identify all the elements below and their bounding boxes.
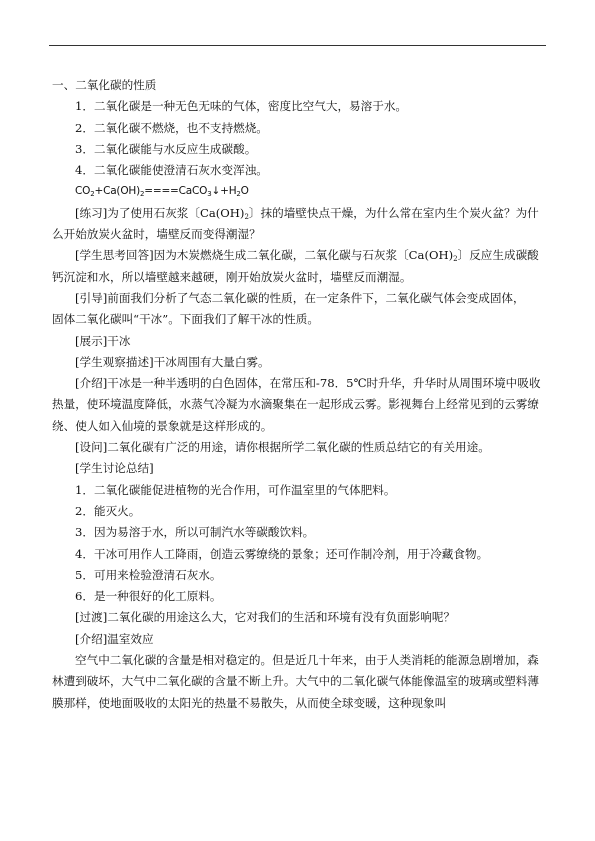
property-4: 4．二氧化碳能使澄清石灰水变浑浊。: [75, 163, 268, 178]
use-1: 1．二氧化碳能促进植物的光合作用，可作温室里的气体肥料。: [75, 482, 396, 497]
chemical-equation: $CO_2+Ca(OH)_2====CaCO_3↓+H_2O$: [75, 185, 249, 199]
use-3: 3．因为易溶于水，所以可制汽水等碳酸饮料。: [75, 525, 315, 540]
document-body: [52, 75, 542, 714]
transition-paragraph: [过渡]二氧化碳的用途这么大，它对我们的生活和环境有没有负面影响呢？: [75, 610, 456, 625]
greenhouse-intro: [介绍]温室效应: [75, 631, 154, 646]
display-note: [展示]干冰: [75, 333, 131, 348]
property-1: 1．二氧化碳是一种无色无味的气体，密度比空气大，易溶于水。: [75, 99, 408, 114]
header-rule: [49, 45, 546, 46]
question-paragraph: [设问]二氧化碳有广泛的用途，请你根据所学二氧化碳的性质总结它的有关用途。: [75, 440, 490, 455]
property-2: 2．二氧化碳不燃烧，也不支持燃烧。: [75, 120, 268, 135]
lead-paragraph: [引导]前面我们分析了气态二氧化碳的性质，在一定条件下，二氧化碳气体会变成固体，: [75, 290, 525, 305]
discussion-label: [学生讨论总结]: [75, 461, 154, 476]
dry-ice-intro: [介绍]干冰是一种半透明的白色固体，在常压和-78．5℃时升华，升华时从周围环境中吸收热量，使环境温度降低，水蒸气冷凝为水滴聚集在一起形成云雾。影视舞台上经常见到的云雾缭绕、使人如入仙境的景象就是这样形成的。: [52, 376, 541, 433]
exercise-paragraph: [练习]为了使用石灰浆〔$Ca(OH)_2$〕抹的墙壁快点干燥，为什么常在室内生个炭火盆？为什么开始放炭火盆时，墙壁反而变得潮湿？: [52, 205, 539, 242]
use-4: 4．干冰可用作人工降雨，创造云雾缭绕的景象；还可作制冷剂，用于冷藏食物。: [75, 546, 489, 561]
section-heading: 一、二氧化碳的性质: [52, 78, 157, 92]
use-5: 5．可用来检验澄清石灰水。: [75, 567, 222, 582]
use-6: 6．是一种很好的化工原料。: [75, 589, 222, 604]
student-answer-paragraph: [学生思考回答]因为木炭燃烧生成二氧化碳，二氧化碳与石灰浆〔$Ca(OH)_2$〕反应生成碳酸钙沉淀和水，所以墙壁越来越硬，刚开始放炭火盆时，墙壁反而潮湿。: [52, 248, 539, 284]
lead-continuation: 固体二氧化碳叫“干冰”。下面我们了解干冰的性质。: [52, 312, 319, 327]
property-3: 3．二氧化碳能与水反应生成碳酸。: [75, 141, 257, 156]
greenhouse-paragraph: 空气中二氧化碳的含量是相对稳定的。但是近几十年来，由于人类消耗的能源急剧增加，森林遭到破坏，大气中二氧化碳的含量不断上升。大气中的二氧化碳气体能像温室的玻璃或塑料薄膜那样，使地面吸收的太阳光的热量不易散失，从而使全球变暖，这种现象叫: [52, 653, 539, 710]
observation-note: [学生观察描述]干冰周围有大量白雾。: [75, 354, 270, 369]
use-2: 2．能灭火。: [75, 503, 141, 518]
